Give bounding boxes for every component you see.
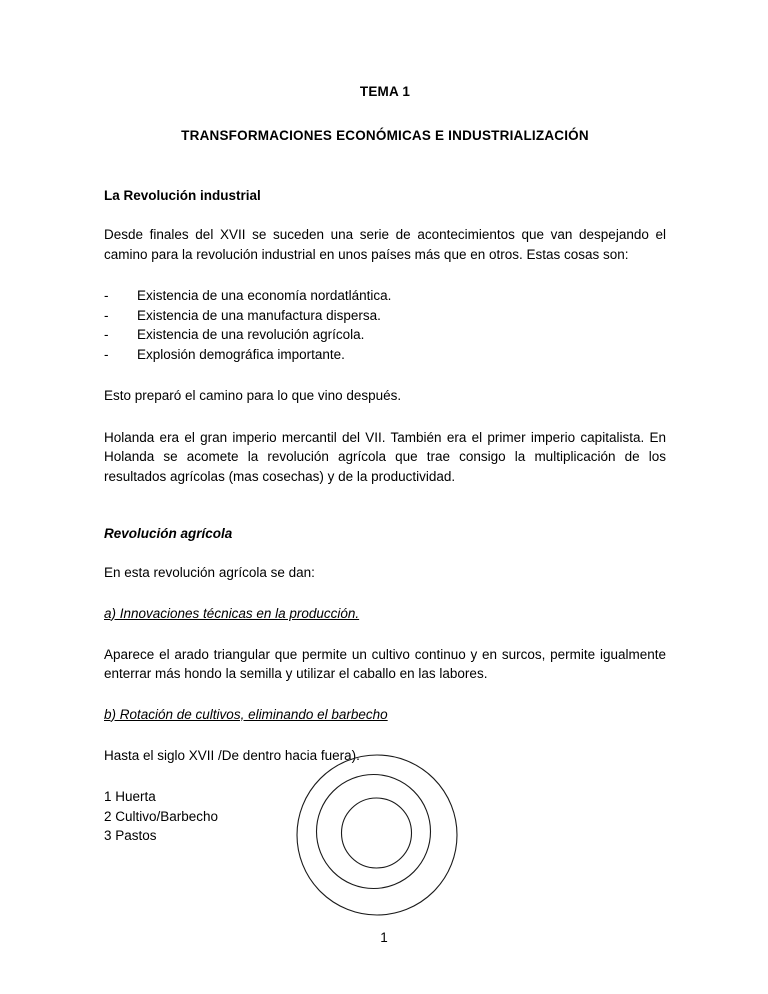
concentric-rings-diagram [296,752,462,920]
ring-label-3: 3 Pastos [104,828,157,843]
list-marker: - [104,346,109,362]
page-title: TEMA 1 [359,84,411,99]
spacer [104,724,666,746]
subheading-a-wrapper [104,605,666,623]
heading-la-revolucion-industrial: La Revolución industrial [104,188,261,203]
list-marker: - [104,288,109,303]
spacer [104,583,666,605]
paragraph-holanda: Holanda era el gran imperio mercantil del VII. También era el primer imperio capitalista. En Holanda se acomete la revolución agrícola que trae consigo la multiplicación de los resultados agrícolas (mas cosechas) y de la productividad. [104,429,666,484]
paragraph-arado-triangular: Aparece el arado triangular que permite un cultivo continuo y en surcos, permite igualmente enterrar más hondo la semilla y utilizar el caballo en las labores. [104,646,666,681]
document-subtitle: TRANSFORMACIONES ECONÓMICAS E INDUSTRIALIZACIÓN [181,128,589,143]
paragraph-esto-preparo: Esto preparó el camino para lo que vino después. [104,388,402,403]
subheading-innovaciones-tecnicas: a) Innovaciones técnicas en la producción. [104,605,360,621]
paragraph-intro-agricola: En esta revolución agrícola se dan: [104,565,315,580]
list-item [104,286,666,306]
spacer [104,541,666,563]
ring-label-1: 1 Huerta [104,789,156,804]
list-item-label: Existencia de una economía nordatlántica. [137,288,392,303]
ring-inner-huerta [342,798,412,868]
ring-middle-cultivo-barbecho [317,775,431,889]
spacer [104,486,666,526]
list-item-label: Explosión demográfica importante. [137,346,345,362]
page-content [104,84,666,846]
subheading-rotacion-de-cultivos: b) Rotación de cultivos, eliminando el barbecho [104,706,388,722]
list-conditions [104,286,666,364]
list-item [104,306,666,326]
subheading-b-wrapper [104,706,666,724]
ring-label-2: 2 Cultivo/Barbecho [104,808,219,824]
list-item [104,325,666,345]
list-marker: - [104,307,109,323]
paragraph-hasta-el-siglo-xvii: Hasta el siglo XVII /De dentro hacia fuera). [104,747,360,763]
spacer [104,684,666,706]
heading-revolucion-agricola: Revolución agrícola [104,526,233,541]
spacer [104,406,666,428]
spacer [104,623,666,645]
page-number: 1 [380,930,388,945]
concentric-rings-svg [296,752,462,920]
spacer [104,264,666,286]
paragraph-intro-industrial: Desde finales del XVII se suceden una serie de acontecimientos que van despejando el camino para la revolución industrial en unos países más que en otros. Estas cosas son: [104,227,666,262]
list-item-label: Existencia de una manufactura dispersa. [137,307,381,323]
list-marker: - [104,327,109,342]
spacer [104,364,666,386]
spacer [104,203,666,225]
ring-outer-pastos [297,755,457,915]
list-item [104,345,666,365]
list-item-label: Existencia de una revolución agrícola. [137,327,365,342]
